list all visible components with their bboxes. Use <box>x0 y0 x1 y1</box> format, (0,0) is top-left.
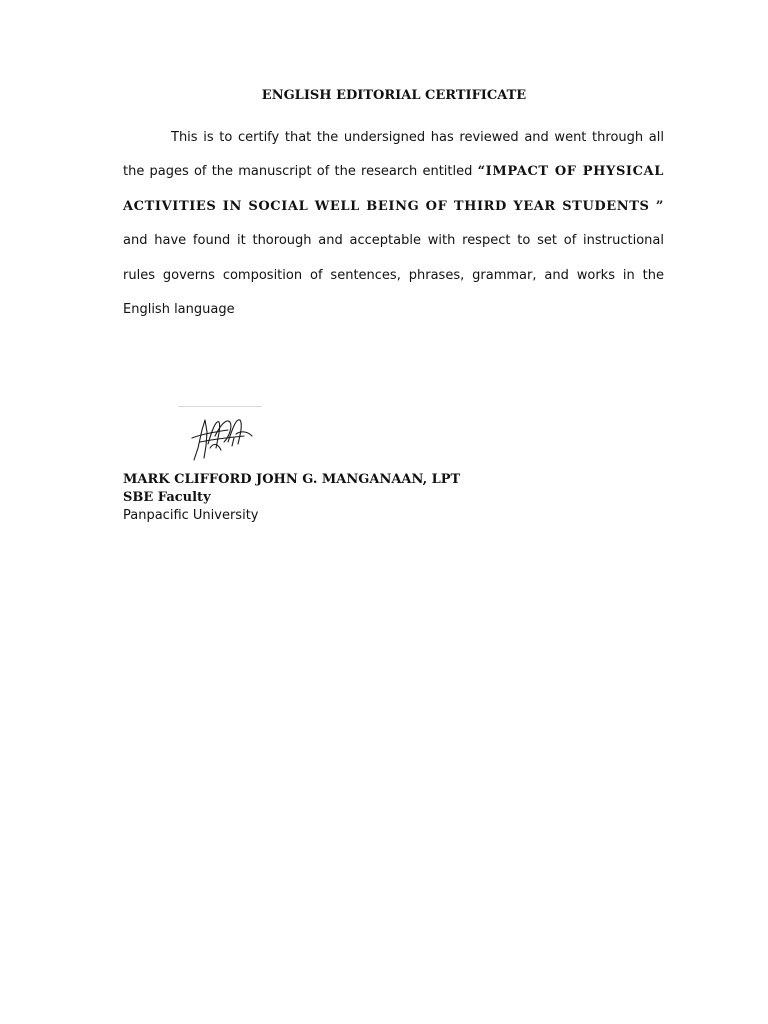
signatory-role: SBE Faculty <box>123 490 211 505</box>
body-intro: This is to certify that the undersigned has reviewed and went through all the pages of the manuscript of the research entitled <box>123 130 664 180</box>
certificate-title: ENGLISH EDITORIAL CERTIFICATE <box>261 88 527 103</box>
signatory-organization: Panpacific University <box>123 508 259 523</box>
signatory-name: MARK CLIFFORD JOHN G. MANGANAAN, LPT <box>123 472 461 487</box>
signatory-block <box>123 471 460 525</box>
certificate-body <box>123 121 664 327</box>
signature-image <box>188 408 258 464</box>
signature-line <box>178 406 262 407</box>
research-title: “IMPACT OF PHYSICAL ACTIVITIES IN SOCIAL WELL BEING OF THIRD YEAR STUDENTS ” <box>123 164 664 214</box>
body-conclusion: and have found it thorough and acceptable with respect to set of instructional rules governs composition of sentences, phrases, grammar, and works in the English language <box>123 233 664 318</box>
